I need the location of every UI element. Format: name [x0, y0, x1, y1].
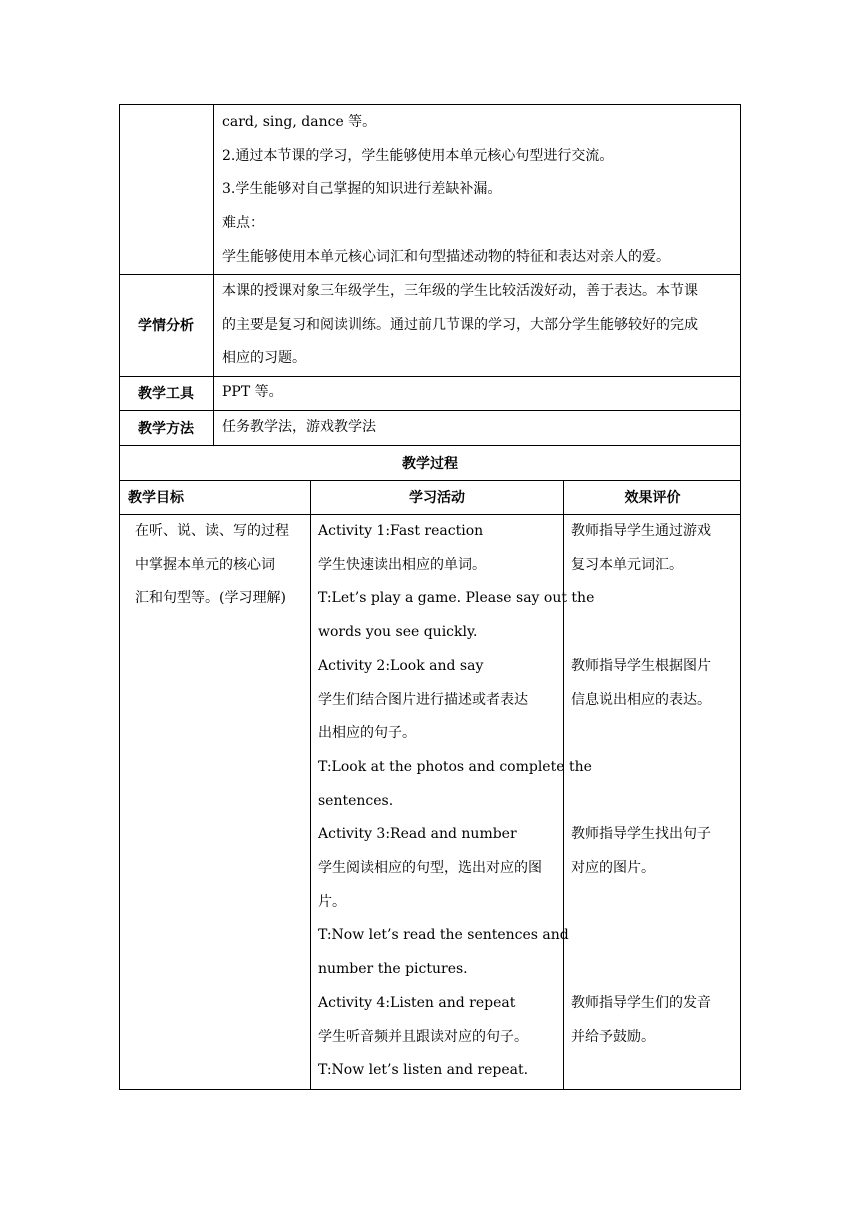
- activity-line: 学生们结合图片进行描述或者表达: [318, 691, 528, 708]
- objectives-content: [213, 104, 741, 274]
- teaching-tools-label: 教学工具: [138, 386, 194, 402]
- header-evaluation: 效果评价: [563, 480, 741, 514]
- analysis-line: 相应的习题。: [222, 350, 306, 367]
- student-analysis-row: [119, 274, 741, 376]
- evaluation-line: 教师指导学生通过游戏: [571, 523, 711, 539]
- objectives-line: card, sing, dance 等。: [222, 114, 377, 130]
- student-analysis-content: [213, 274, 741, 376]
- teaching-tools-value: PPT 等。: [222, 384, 283, 400]
- evaluation-line: 教师指导学生们的发音: [571, 994, 711, 1011]
- process-header-row: [119, 480, 741, 514]
- goal-line: 汇和句型等。(学习理解): [135, 590, 286, 607]
- activity-line: T:Let’s play a game. Please say out the: [318, 590, 595, 607]
- activity-line: T:Now let’s read the sentences and: [318, 927, 569, 944]
- activity-line: 片。: [318, 893, 346, 910]
- teaching-tools-row: [119, 376, 741, 410]
- activity-line: 出相应的句子。: [318, 725, 416, 742]
- student-analysis-label: 学情分析: [138, 318, 194, 334]
- lesson-plan-table: [119, 104, 741, 1090]
- evaluation-line: 信息说出相应的表达。: [571, 691, 711, 708]
- activity-line: 学生阅读相应的句型，选出对应的图: [318, 860, 542, 877]
- evaluation-line: 复习本单元词汇。: [571, 556, 683, 573]
- activity-cell: [310, 514, 595, 1090]
- teaching-methods-row: [119, 410, 741, 445]
- activity-line: Activity 3:Read and number: [318, 826, 517, 843]
- activity-line: 学生快速读出相应的单词。: [318, 556, 486, 573]
- activity-line: 学生听音频并且跟读对应的句子。: [318, 1028, 528, 1045]
- goal-line: 在听、说、读、写的过程: [135, 523, 289, 539]
- evaluation-line: 并给予鼓励。: [571, 1028, 655, 1045]
- teaching-methods-label: 教学方法: [138, 420, 194, 437]
- activity-line: words you see quickly.: [318, 624, 478, 641]
- objectives-line: 难点：: [222, 215, 264, 232]
- objectives-row: [119, 104, 741, 274]
- goal-line: 中掌握本单元的核心词: [135, 556, 275, 573]
- activity-line: T:Now let’s listen and repeat.: [318, 1062, 529, 1079]
- activity-line: Activity 4:Listen and repeat: [318, 994, 516, 1011]
- activity-line: T:Look at the photos and complete the: [318, 758, 592, 775]
- teaching-methods-value: 任务教学法，游戏教学法: [222, 419, 376, 435]
- activity-line: sentences.: [318, 792, 394, 809]
- activity-line: Activity 2:Look and say: [318, 657, 484, 674]
- analysis-line: 的主要是复习和阅读训练。通过前几节课的学习，大部分学生能够较好的完成: [222, 316, 698, 333]
- process-title-row: [119, 445, 741, 480]
- activity-line: number the pictures.: [318, 961, 468, 978]
- teaching-tools-content: [213, 376, 741, 410]
- analysis-line: 本课的授课对象三年级学生，三年级的学生比较活泼好动，善于表达。本节课: [222, 283, 698, 299]
- objectives-line: 学生能够使用本单元核心词汇和句型描述动物的特征和表达对亲人的爱。: [222, 248, 670, 265]
- header-goal: 教学目标: [128, 490, 184, 506]
- evaluation-line: 教师指导学生根据图片: [571, 657, 711, 674]
- teaching-methods-content: [213, 410, 741, 445]
- evaluation-line: 教师指导学生找出句子: [571, 826, 711, 843]
- header-activity: 学习活动: [310, 480, 563, 514]
- objectives-line: 3.学生能够对自己掌握的知识进行差缺补漏。: [222, 181, 502, 198]
- activity-line: Activity 1:Fast reaction: [318, 523, 484, 539]
- objectives-line: 2.通过本节课的学习，学生能够使用本单元核心句型进行交流。: [222, 147, 614, 164]
- process-body-row: [119, 514, 741, 1090]
- evaluation-cell: [563, 514, 741, 1090]
- goal-cell: [119, 514, 310, 1090]
- evaluation-line: 对应的图片。: [571, 860, 655, 877]
- process-title: 教学过程: [402, 455, 458, 472]
